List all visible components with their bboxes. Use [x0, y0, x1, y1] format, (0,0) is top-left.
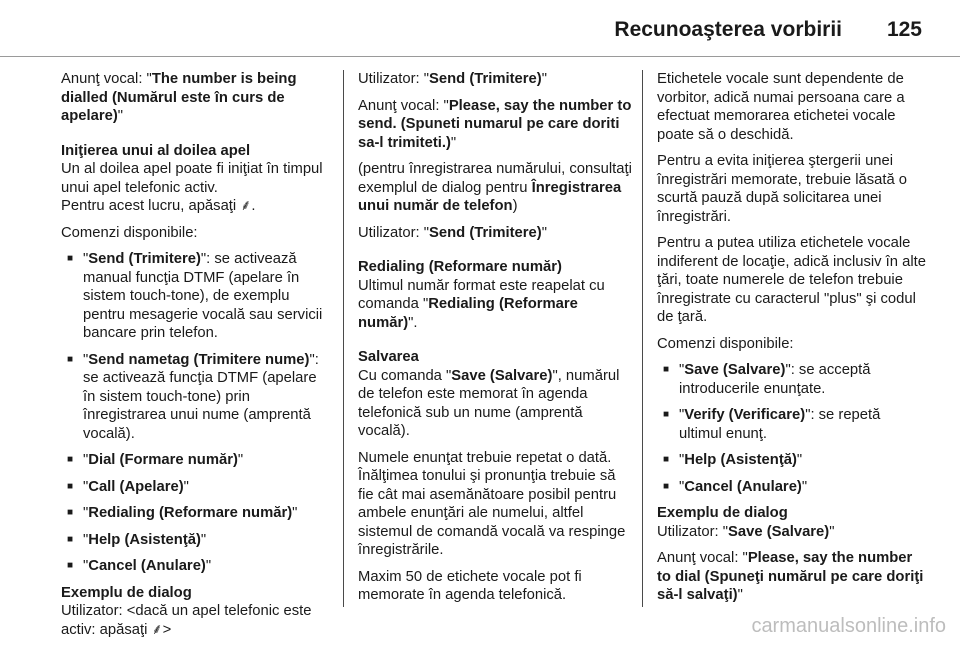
- list-item: ■ "Help (Asistenţă)": [657, 451, 927, 470]
- section-heading-saving: Salvarea: [358, 349, 419, 365]
- section-heading-dialog-example: Exemplu de dialog: [61, 584, 192, 601]
- paragraph: Pentru acest lucru, apăsaţi ⸙.: [61, 198, 256, 214]
- column-1: [61, 70, 332, 647]
- list-item: ■ "Cancel (Anulare)": [657, 478, 927, 497]
- paragraph: Comenzi disponibile:: [61, 224, 198, 241]
- page-number: 125: [886, 18, 922, 41]
- command-list: [657, 361, 927, 496]
- list-item: ■ "Dial (Formare număr)": [61, 451, 332, 470]
- section-heading-dialog-example: Exemplu de dialog: [657, 505, 788, 521]
- paragraph: Comenzi disponibile:: [657, 335, 794, 352]
- column-2: [358, 70, 633, 613]
- list-item: ■ "Verify (Verificare)": se repetă ultimul enunţ.: [657, 406, 927, 443]
- paragraph: (pentru înregistrarea numărului, consultaţi exemplul de dialog pentru Înregistrarea unui număr de telefon): [358, 161, 632, 214]
- paragraph: Maxim 50 de etichete vocale pot fi memorate în agenda telefonică.: [358, 568, 582, 603]
- list-item: ■ "Send nametag (Trimitere nume)": se activează funcţia DTMF (apelare în sistem touch-tone) prin înregistrarea unui nume (amprentă vocală).: [61, 351, 332, 444]
- paragraph: Etichetele vocale sunt dependente de vorbitor, adică numai persoana care a efectuat memorarea etichetei vocale poate să o deschidă.: [657, 71, 905, 143]
- paragraph: Utilizator: <dacă un apel telefonic este activ: apăsaţi ⸙>: [61, 603, 312, 638]
- list-item: ■ "Call (Apelare)": [61, 478, 332, 497]
- header-divider: [0, 56, 960, 57]
- list-item: ■ "Redialing (Reformare număr)": [61, 504, 332, 523]
- paragraph: Ultimul număr format este reapelat cu comanda "Redialing (Reformare număr)".: [358, 277, 605, 331]
- column-divider: [343, 70, 344, 607]
- list-item: ■ "Cancel (Anulare)": [61, 557, 332, 576]
- list-item: ■ "Send (Trimitere)": se activează manual funcţia DTMF (apelare în sistem touch-tone), de exemplu pentru mesagerie vocală sau servicii bancare prin telefon.: [61, 250, 332, 343]
- column-3: [657, 70, 927, 613]
- paragraph: Un al doilea apel poate fi iniţiat în timpul unui apel telefonic activ.: [61, 161, 323, 196]
- paragraph: Pentru a putea utiliza etichetele vocale indiferent de locaţie, adică inclusiv în alte ţări, toate numerele de telefon trebuie înregistrate cu caracterul "plus" şi codul de ţară.: [657, 235, 926, 325]
- paragraph: Cu comanda "Save (Salvare)", numărul de telefon este memorat în agenda telefonică sub un nume (amprentă vocală).: [358, 367, 620, 439]
- watermark: carmanualsonline.info: [751, 615, 946, 637]
- page-header: [0, 18, 960, 52]
- list-item: ■ "Help (Asistenţă)": [61, 531, 332, 550]
- section-heading-second-call: Iniţierea unui al doilea apel: [61, 142, 251, 159]
- voice-announcement: Anunţ vocal: "The number is being dialled (Numărul este în curs de apelare)": [61, 71, 297, 124]
- page-title: Recunoaşterea vorbirii: [614, 18, 842, 41]
- paragraph: Numele enunţat trebuie repetat o dată. Înălţimea tonului şi pronunţia trebuie să fie cât mai asemănătoare posibil pentru ambele enunţări ale numelui, altfel sistemul de comandă vocală va respinge înregistrările.: [358, 449, 626, 558]
- paragraph: Utilizator: "Send (Trimitere)": [358, 71, 547, 87]
- column-divider: [642, 70, 643, 607]
- paragraph: Utilizator: "Save (Salvare)": [657, 523, 835, 540]
- command-list: [61, 250, 332, 576]
- paragraph: Utilizator: "Send (Trimitere)": [358, 224, 547, 241]
- paragraph: Anunţ vocal: "Please, say the number to dial (Spuneţi numărul pe care doriţi să-l salvaţi)": [657, 550, 924, 603]
- paragraph: Anunţ vocal: "Please, say the number to send. (Spuneti numarul pe care doriti sa-l trimiteti.)": [358, 97, 632, 151]
- section-heading-redialing: Redialing (Reformare număr): [358, 259, 562, 275]
- paragraph: Pentru a evita iniţierea ştergerii unei înregistrări memorate, trebuie lăsată o scurtă pauză după solicitarea unei înregistrări.: [657, 153, 908, 225]
- list-item: ■ "Save (Salvare)": se acceptă introducerile enunţate.: [657, 361, 927, 398]
